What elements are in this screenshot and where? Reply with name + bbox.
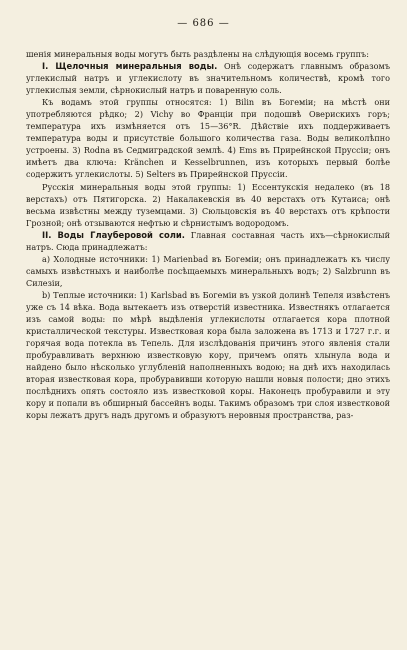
paragraph: [26, 48, 390, 60]
paragraph-text: Къ водамъ этой группы относятся: 1) Bilin въ Богеміи; на мѣстѣ они употребляются рѣдко; 2) Vichy во Франціи при подошвѣ Оверискихъ горъ; температура ихъ измѣняется отъ 15—36°R. Дѣйствіе ихъ поддерживаетъ температура воды и присутствіе большого количества газа. Воды великолѣпно устроены. 3) Rodna въ Седмиградской землѣ. 4) Ems въ Прирейнской Пруссіи; онъ имѣетъ два ключа: Kränchen и Kesselbrunnen, изъ которыхъ первый болѣе содержитъ углекислоты. 5) Selters въ Прирейнской Пруссіи.: [26, 97, 390, 180]
body-text: [26, 48, 390, 421]
paragraph-text: Главная составная часть ихъ—сѣрнокислый натръ. Сюда принадлежатъ:: [26, 229, 390, 252]
section-paragraph: [26, 60, 390, 96]
page-number: — 686 —: [177, 18, 230, 29]
section-paragraph: [26, 229, 390, 253]
paragraph: [26, 289, 390, 422]
paragraph-text: b) Теплые источники: 1) Karlsbad въ Богеміи въ узкой долинѣ Тепеля извѣстенъ уже съ 14 вѣка. Вода вытекаетъ изъ отверстій известника. Известнякъ отлагается изъ самой воды: по мѣрѣ выдѣленія углекислоты отлагается кора плотной кристаллической текстуры. Известковая кора была заложена въ 1713 и 1727 г.г. и горячая вода потекла въ Тепель. Для изслѣдованія причинъ этого явленія стали пробуравливать верхнюю известковую кору, причемъ опять хлынула вода и найдено было нѣсколько углубленій наполненныхъ водою; на днѣ ихъ находилась вторая известковая кора, пробуравивши которую нашли новыя полости; дно этихъ послѣднихъ опять состояло изъ известковой коры. Наконецъ пробуравили и эту кору и попали въ обширный бассейнъ воды. Такимъ образомъ три слоя известковой коры лежатъ другъ надъ другомъ и образуютъ неровныя пространства, раз-: [26, 289, 390, 421]
paragraph-text: шенія минеральныя воды могутъ быть раздѣлены на слѣдующія восемь группъ:: [26, 49, 369, 59]
paragraph: [26, 96, 390, 180]
paragraph-text: a) Холодные источники: 1) Marienbad въ Богеміи; онъ принадлежатъ къ числу самыхъ извѣстныхъ и наиболѣе посѣщаемыхъ минеральныхъ водъ; 2) Salzbrunn въ Силезіи,: [26, 253, 390, 288]
paragraph-text: Онѣ содержатъ главнымъ образомъ углекислый натръ и углекислоту въ значительномъ количествѣ, кромѣ того углекислыя земли, сѣрнокислый натръ и поваренную соль.: [26, 61, 390, 96]
paragraph-text: Русскія минеральныя воды этой группы: 1) Ессентукскія недалеко (въ 18 верстахъ) отъ Пятигорска. 2) Накалакевскія въ 40 верстахъ отъ Кутаиса; онѣ весьма извѣстны между туземцами. 3) Сюльцовскія въ 40 верстахъ отъ крѣпости Грозной; онѣ отзываются нефтью и сѣрнистымъ водородомъ.: [26, 181, 390, 228]
paragraph: [26, 253, 390, 289]
section-heading: II. Воды Глауберовой соли.: [42, 229, 185, 240]
paragraph: [26, 181, 390, 229]
section-heading: I. Щелочныя минеральныя воды.: [42, 61, 218, 72]
